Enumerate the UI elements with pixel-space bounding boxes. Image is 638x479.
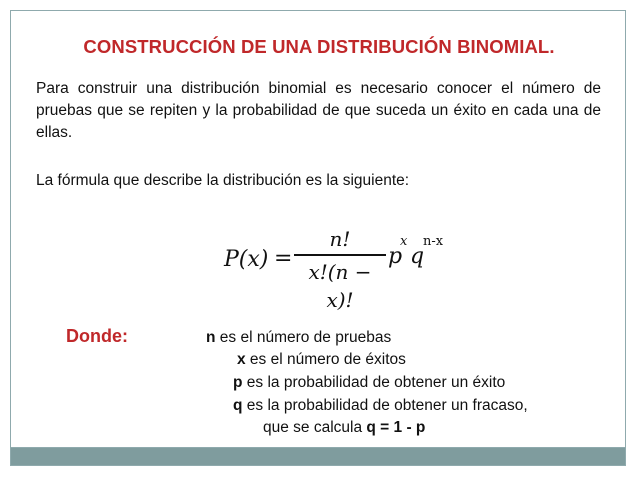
- fraction-bar: [294, 254, 386, 256]
- formula-q: q: [410, 244, 425, 269]
- symbol-n: n: [206, 329, 216, 346]
- q-calc-prefix: que se calcula: [263, 419, 367, 436]
- definition-p: [233, 374, 505, 392]
- binomial-formula: [222, 224, 452, 312]
- definition-x: [237, 351, 406, 369]
- definition-q-calc: [263, 419, 425, 437]
- formula-numerator: n!: [329, 227, 351, 251]
- symbol-p: p: [233, 374, 243, 391]
- slide-title: CONSTRUCCIÓN DE UNA DISTRIBUCIÓN BINOMIAL.: [83, 36, 555, 57]
- definition-p-text: es la probabilidad de obtener un éxito: [242, 374, 506, 391]
- formula-lhs: P(x): [224, 247, 269, 272]
- definition-q-text: es la probabilidad de obtener un fracaso,: [242, 397, 528, 414]
- formula-equals: =: [274, 246, 293, 271]
- formula-q-exponent: n-x: [423, 234, 444, 249]
- definition-q: [233, 397, 528, 415]
- symbol-q: q: [233, 397, 243, 414]
- definition-x-text: es el número de éxitos: [245, 351, 406, 368]
- q-calc-expression: q = 1 - p: [366, 419, 426, 436]
- definition-n-text: es el número de pruebas: [215, 329, 392, 346]
- definition-n: [206, 329, 391, 347]
- donde-label: Donde:: [66, 326, 128, 346]
- footer-band: [10, 447, 626, 466]
- formula-p-exponent: x: [400, 234, 408, 249]
- formula-intro-paragraph: La fórmula que describe la distribución es la siguiente:: [36, 172, 410, 189]
- formula-p: p: [388, 244, 403, 269]
- intro-paragraph: Para construir una distribución binomial es necesario conocer el número de pruebas que se repiten y la probabilidad de que suceda un éxito en cada una de ellas.: [36, 80, 601, 141]
- symbol-x: x: [237, 351, 246, 368]
- formula-fraction: [294, 226, 386, 312]
- formula-denominator: x!(n − x)!: [308, 259, 372, 312]
